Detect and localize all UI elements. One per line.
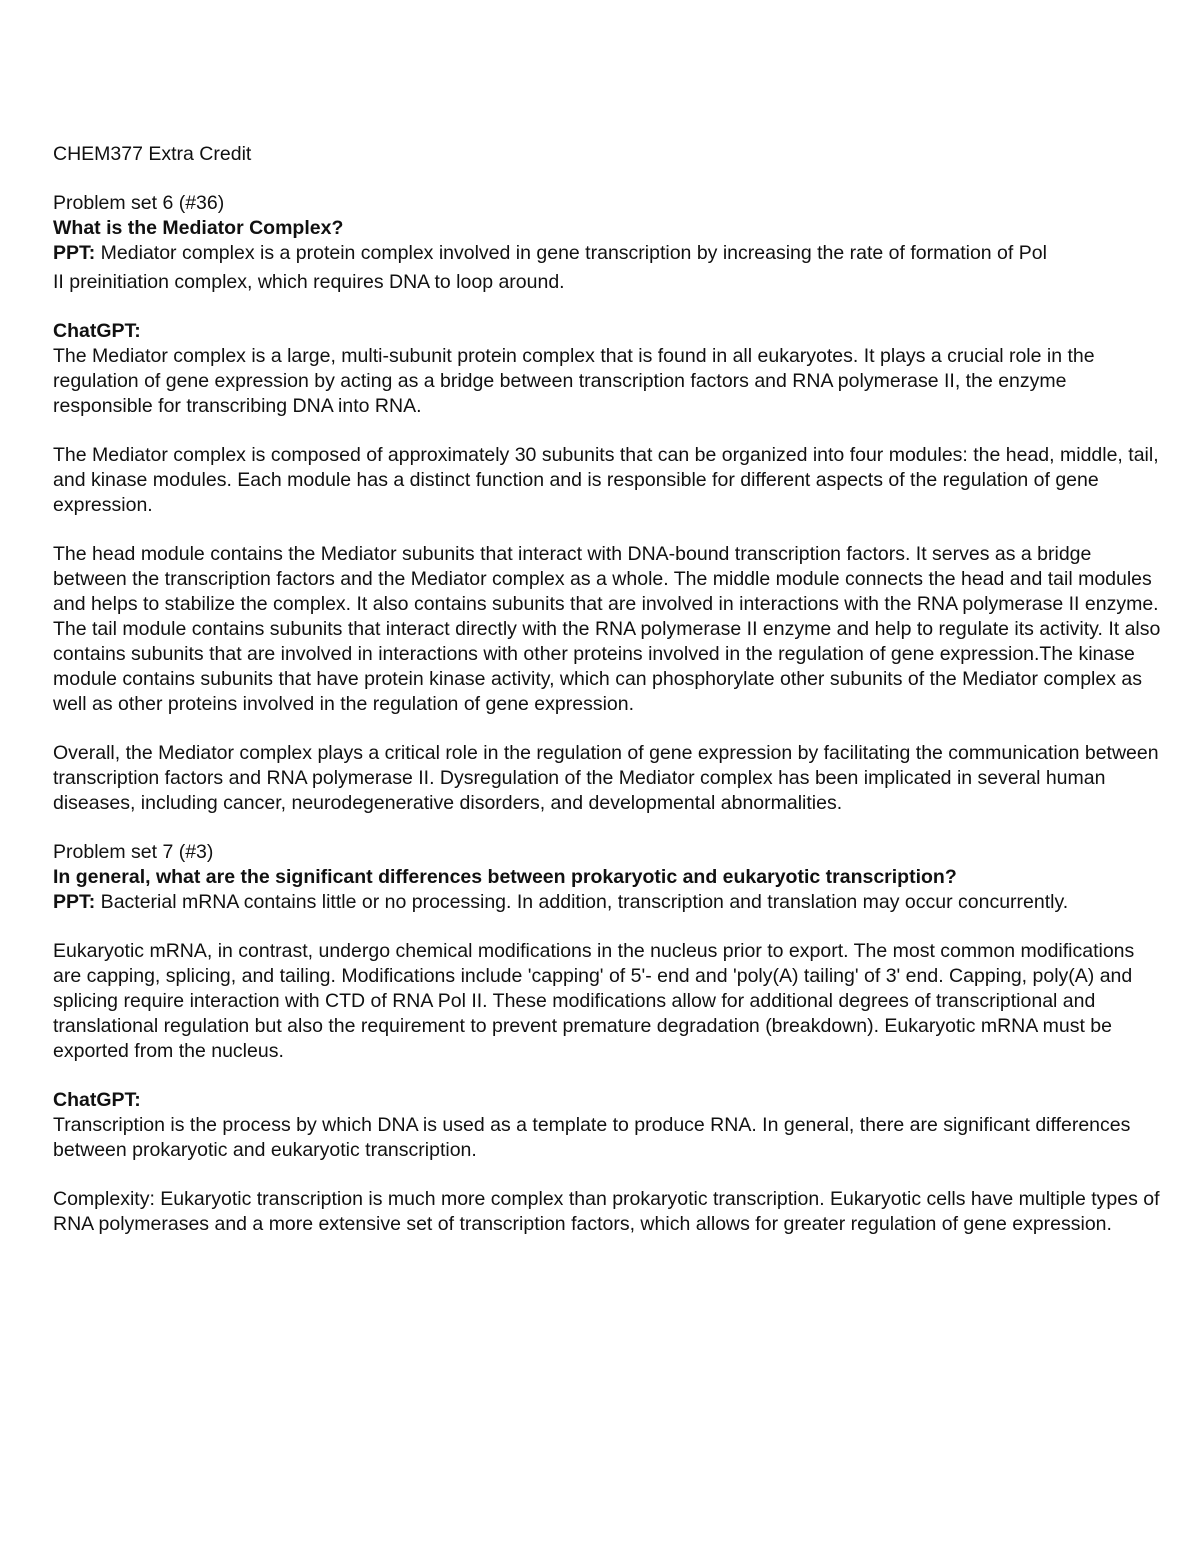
chatgpt-paragraph: Transcription is the process by which DNA is used as a template to produce RNA. In general, there are significant differences between prokaryotic and eukaryotic transcription. (53, 1114, 1131, 1161)
ppt-answer-text-continued: II preinitiation complex, which requires DNA to loop around. (53, 271, 565, 293)
chatgpt-label: ChatGPT: (53, 320, 141, 342)
chatgpt-label: ChatGPT: (53, 1089, 141, 1111)
document-title: CHEM377 Extra Credit (53, 143, 252, 165)
chatgpt-paragraph: The head module contains the Mediator subunits that interact with DNA-bound transcription factors. It serves as a bridge between the transcription factors and the Mediator complex as a whole. The middle module connects the head and tail modules and helps to stabilize the complex. It also contains subunits that are involved in interactions with the RNA polymerase II enzyme. The tail module contains subunits that interact directly with the RNA polymerase II enzyme and help to regulate its activity. It also contains subunits that are involved in interactions with other proteins involved in the regulation of gene expression.The kinase module contains subunits that have protein kinase activity, which can phosphorylate other subunits of the Mediator complex as well as other proteins involved in the regulation of gene expression. (53, 543, 1161, 715)
problem-set-6-label: Problem set 6 (#36) (53, 192, 225, 214)
problem-set-6-ppt-answer (53, 241, 1163, 295)
spacer (53, 518, 1163, 542)
chatgpt-paragraph: Complexity: Eukaryotic transcription is much more complex than prokaryotic transcription. Eukaryotic cells have multiple types of RNA polymerases and a more extensive set of transcription factors, which allows for greater regulation of gene expression. (53, 1188, 1160, 1235)
spacer (53, 1163, 1163, 1187)
chatgpt-paragraph: The Mediator complex is a large, multi-subunit protein complex that is found in all eukaryotes. It plays a crucial role in the regulation of gene expression by acting as a bridge between transcription factors and RNA polymerase II, the enzyme responsible for transcribing DNA into RNA. (53, 345, 1095, 417)
ppt-label: PPT: (53, 891, 96, 913)
problem-set-7-question: In general, what are the significant differences between prokaryotic and eukaryotic transcription? (53, 866, 957, 888)
spacer (53, 167, 1163, 191)
spacer (53, 419, 1163, 443)
chatgpt-paragraph: Overall, the Mediator complex plays a critical role in the regulation of gene expression by facilitating the communication between transcription factors and RNA polymerase II. Dysregulation of the Mediator complex has been implicated in several human diseases, including cancer, neurodegenerative disorders, and developmental abnormalities. (53, 742, 1159, 814)
ppt-answer-paragraph: Eukaryotic mRNA, in contrast, undergo chemical modifications in the nucleus prior to export. The most common modifications are capping, splicing, and tailing. Modifications include 'capping' of 5'- end and 'poly(A) tailing' of 3' end. Capping, poly(A) and splicing require interaction with CTD of RNA Pol II. These modifications allow for additional degrees of transcriptional and translational regulation but also the requirement to prevent premature degradation (breakdown). Eukaryotic mRNA must be exported from the nucleus. (53, 940, 1135, 1062)
spacer (53, 1064, 1163, 1088)
spacer (53, 717, 1163, 741)
spacer (53, 816, 1163, 840)
ppt-answer-text: Mediator complex is a protein complex involved in gene transcription by increasing the rate of formation of Pol (95, 242, 1047, 264)
chatgpt-paragraph: The Mediator complex is composed of approximately 30 subunits that can be organized into four modules: the head, middle, tail, and kinase modules. Each module has a distinct function and is responsible for different aspects of the regulation of gene expression. (53, 444, 1159, 516)
spacer (53, 295, 1163, 319)
ppt-answer-text: Bacterial mRNA contains little or no processing. In addition, transcription and translation may occur concurrently. (95, 891, 1069, 913)
problem-set-7-ppt-answer (53, 890, 1163, 915)
document-page (53, 142, 1163, 1237)
problem-set-6-question: What is the Mediator Complex? (53, 217, 344, 239)
spacer (53, 915, 1163, 939)
ppt-label: PPT: (53, 242, 96, 264)
problem-set-7-label: Problem set 7 (#3) (53, 841, 214, 863)
